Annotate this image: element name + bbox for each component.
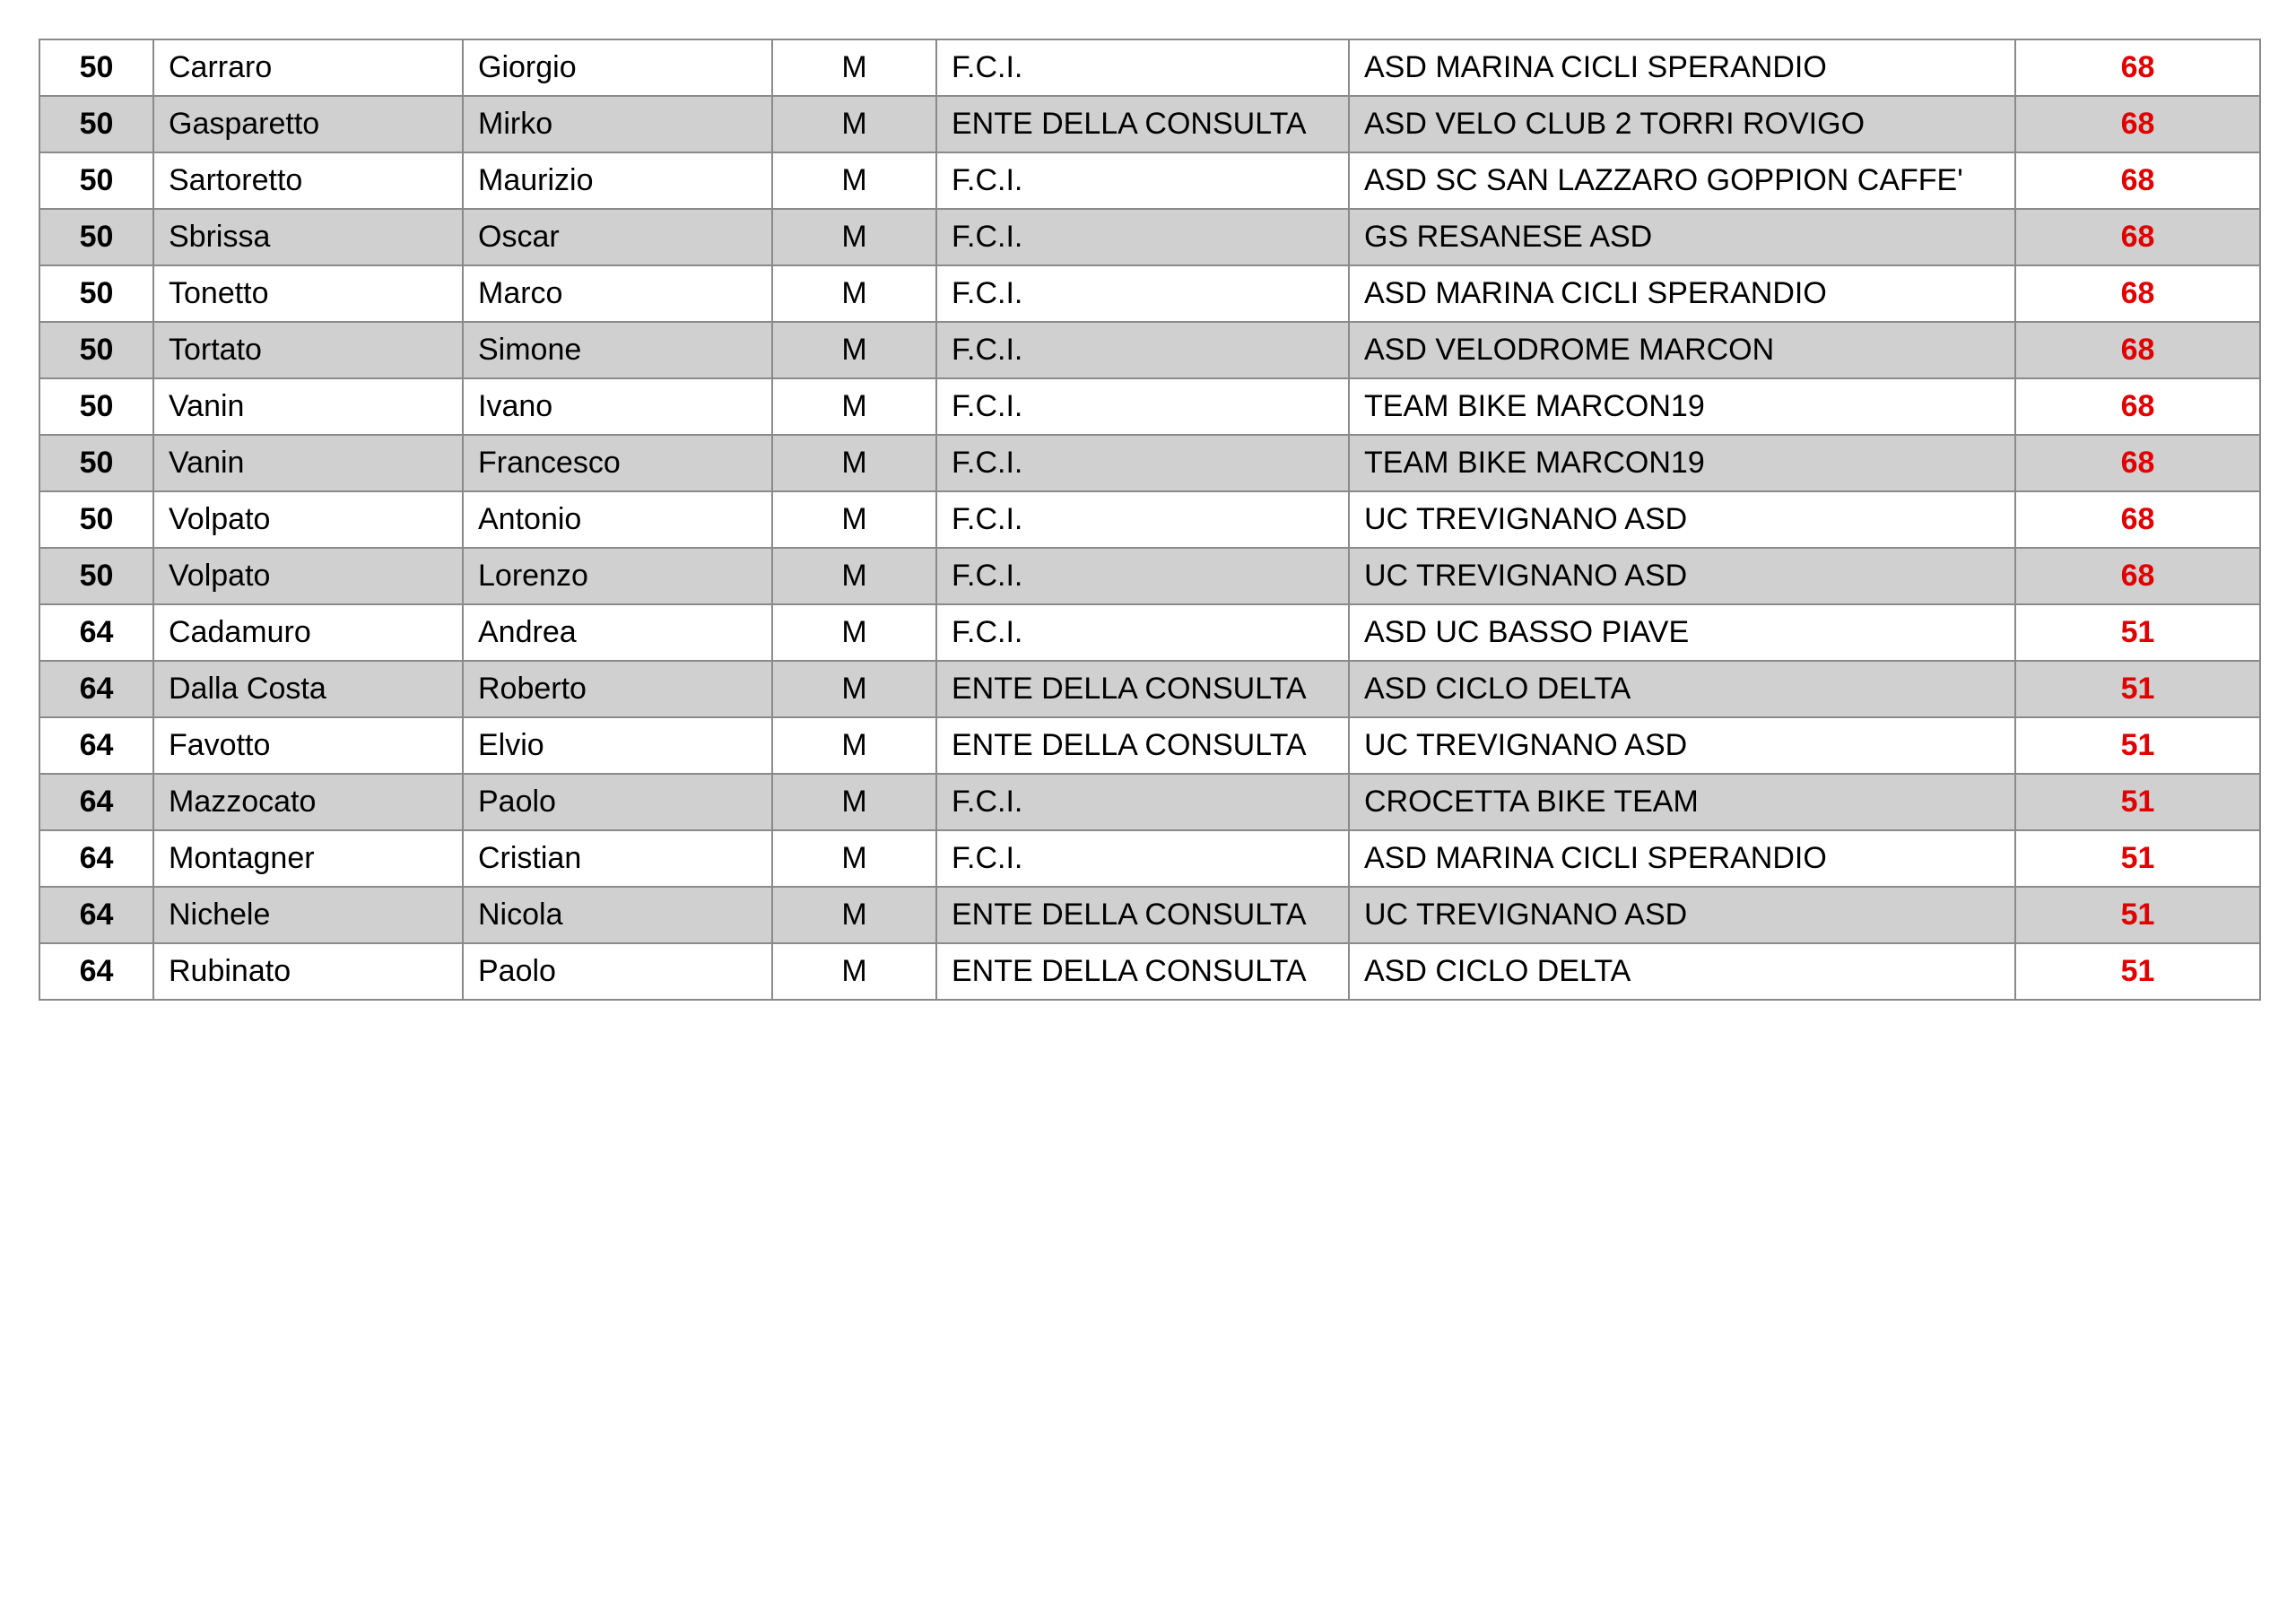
team-cell: ASD CICLO DELTA [1349, 943, 2015, 1000]
federation-cell: F.C.I. [936, 209, 1349, 265]
sex-cell: M [772, 152, 936, 209]
surname-cell: Tonetto [153, 265, 463, 322]
position-cell: 50 [39, 548, 153, 604]
team-cell: UC TREVIGNANO ASD [1349, 548, 2015, 604]
first-name-cell: Marco [463, 265, 772, 322]
points-cell: 68 [2015, 378, 2260, 435]
first-name-cell: Maurizio [463, 152, 772, 209]
points-cell: 68 [2015, 435, 2260, 491]
team-cell: CROCETTA BIKE TEAM [1349, 774, 2015, 830]
position-cell: 50 [39, 39, 153, 96]
federation-cell: ENTE DELLA CONSULTA [936, 943, 1349, 1000]
federation-cell: ENTE DELLA CONSULTA [936, 96, 1349, 152]
table-row [39, 887, 2260, 943]
position-cell: 64 [39, 943, 153, 1000]
sex-cell: M [772, 491, 936, 548]
first-name-cell: Nicola [463, 887, 772, 943]
sex-cell: M [772, 265, 936, 322]
sex-cell: M [772, 604, 936, 661]
team-cell: ASD SC SAN LAZZARO GOPPION CAFFE' [1349, 152, 2015, 209]
sex-cell: M [772, 830, 936, 887]
first-name-cell: Paolo [463, 943, 772, 1000]
position-cell: 50 [39, 265, 153, 322]
points-cell: 68 [2015, 548, 2260, 604]
federation-cell: F.C.I. [936, 39, 1349, 96]
federation-cell: F.C.I. [936, 322, 1349, 378]
first-name-cell: Paolo [463, 774, 772, 830]
position-cell: 64 [39, 774, 153, 830]
points-cell: 51 [2015, 887, 2260, 943]
team-cell: ASD MARINA CICLI SPERANDIO [1349, 265, 2015, 322]
points-cell: 68 [2015, 39, 2260, 96]
sex-cell: M [772, 887, 936, 943]
surname-cell: Sartoretto [153, 152, 463, 209]
points-cell: 51 [2015, 717, 2260, 774]
first-name-cell: Giorgio [463, 39, 772, 96]
first-name-cell: Lorenzo [463, 548, 772, 604]
surname-cell: Dalla Costa [153, 661, 463, 717]
surname-cell: Favotto [153, 717, 463, 774]
position-cell: 50 [39, 96, 153, 152]
first-name-cell: Andrea [463, 604, 772, 661]
points-cell: 51 [2015, 604, 2260, 661]
first-name-cell: Francesco [463, 435, 772, 491]
surname-cell: Tortato [153, 322, 463, 378]
surname-cell: Gasparetto [153, 96, 463, 152]
surname-cell: Nichele [153, 887, 463, 943]
team-cell: ASD MARINA CICLI SPERANDIO [1349, 39, 2015, 96]
surname-cell: Vanin [153, 435, 463, 491]
federation-cell: F.C.I. [936, 830, 1349, 887]
table-row [39, 943, 2260, 1000]
sex-cell: M [772, 39, 936, 96]
surname-cell: Volpato [153, 491, 463, 548]
position-cell: 64 [39, 887, 153, 943]
team-cell: UC TREVIGNANO ASD [1349, 717, 2015, 774]
team-cell: UC TREVIGNANO ASD [1349, 887, 2015, 943]
first-name-cell: Cristian [463, 830, 772, 887]
position-cell: 64 [39, 604, 153, 661]
table-row [39, 152, 2260, 209]
surname-cell: Carraro [153, 39, 463, 96]
position-cell: 64 [39, 661, 153, 717]
team-cell: ASD MARINA CICLI SPERANDIO [1349, 830, 2015, 887]
team-cell: ASD CICLO DELTA [1349, 661, 2015, 717]
surname-cell: Vanin [153, 378, 463, 435]
federation-cell: F.C.I. [936, 548, 1349, 604]
position-cell: 50 [39, 152, 153, 209]
results-table [39, 39, 2261, 1001]
federation-cell: ENTE DELLA CONSULTA [936, 887, 1349, 943]
table-row [39, 209, 2260, 265]
sex-cell: M [772, 774, 936, 830]
federation-cell: ENTE DELLA CONSULTA [936, 661, 1349, 717]
federation-cell: F.C.I. [936, 265, 1349, 322]
first-name-cell: Antonio [463, 491, 772, 548]
position-cell: 64 [39, 717, 153, 774]
position-cell: 50 [39, 322, 153, 378]
position-cell: 50 [39, 435, 153, 491]
points-cell: 68 [2015, 96, 2260, 152]
surname-cell: Sbrissa [153, 209, 463, 265]
team-cell: TEAM BIKE MARCON19 [1349, 435, 2015, 491]
results-body [39, 39, 2260, 1000]
federation-cell: F.C.I. [936, 774, 1349, 830]
position-cell: 64 [39, 830, 153, 887]
table-row [39, 830, 2260, 887]
table-row [39, 661, 2260, 717]
table-row [39, 39, 2260, 96]
first-name-cell: Mirko [463, 96, 772, 152]
position-cell: 50 [39, 491, 153, 548]
federation-cell: F.C.I. [936, 378, 1349, 435]
team-cell: TEAM BIKE MARCON19 [1349, 378, 2015, 435]
sex-cell: M [772, 661, 936, 717]
first-name-cell: Roberto [463, 661, 772, 717]
federation-cell: F.C.I. [936, 604, 1349, 661]
sex-cell: M [772, 322, 936, 378]
sex-cell: M [772, 378, 936, 435]
federation-cell: ENTE DELLA CONSULTA [936, 717, 1349, 774]
table-row [39, 604, 2260, 661]
first-name-cell: Oscar [463, 209, 772, 265]
points-cell: 68 [2015, 265, 2260, 322]
surname-cell: Mazzocato [153, 774, 463, 830]
table-row [39, 322, 2260, 378]
points-cell: 68 [2015, 152, 2260, 209]
sex-cell: M [772, 717, 936, 774]
sex-cell: M [772, 943, 936, 1000]
first-name-cell: Simone [463, 322, 772, 378]
surname-cell: Rubinato [153, 943, 463, 1000]
federation-cell: F.C.I. [936, 491, 1349, 548]
team-cell: GS RESANESE ASD [1349, 209, 2015, 265]
points-cell: 68 [2015, 209, 2260, 265]
table-row [39, 491, 2260, 548]
team-cell: ASD VELODROME MARCON [1349, 322, 2015, 378]
points-cell: 51 [2015, 830, 2260, 887]
surname-cell: Montagner [153, 830, 463, 887]
table-row [39, 548, 2260, 604]
surname-cell: Volpato [153, 548, 463, 604]
points-cell: 68 [2015, 491, 2260, 548]
sex-cell: M [772, 548, 936, 604]
federation-cell: F.C.I. [936, 152, 1349, 209]
table-row [39, 96, 2260, 152]
table-row [39, 265, 2260, 322]
first-name-cell: Elvio [463, 717, 772, 774]
sex-cell: M [772, 209, 936, 265]
sex-cell: M [772, 435, 936, 491]
position-cell: 50 [39, 209, 153, 265]
position-cell: 50 [39, 378, 153, 435]
points-cell: 68 [2015, 322, 2260, 378]
sex-cell: M [772, 96, 936, 152]
points-cell: 51 [2015, 661, 2260, 717]
first-name-cell: Ivano [463, 378, 772, 435]
table-row [39, 378, 2260, 435]
table-row [39, 717, 2260, 774]
federation-cell: F.C.I. [936, 435, 1349, 491]
team-cell: ASD UC BASSO PIAVE [1349, 604, 2015, 661]
points-cell: 51 [2015, 774, 2260, 830]
team-cell: UC TREVIGNANO ASD [1349, 491, 2015, 548]
surname-cell: Cadamuro [153, 604, 463, 661]
table-row [39, 774, 2260, 830]
points-cell: 51 [2015, 943, 2260, 1000]
team-cell: ASD VELO CLUB 2 TORRI ROVIGO [1349, 96, 2015, 152]
table-row [39, 435, 2260, 491]
